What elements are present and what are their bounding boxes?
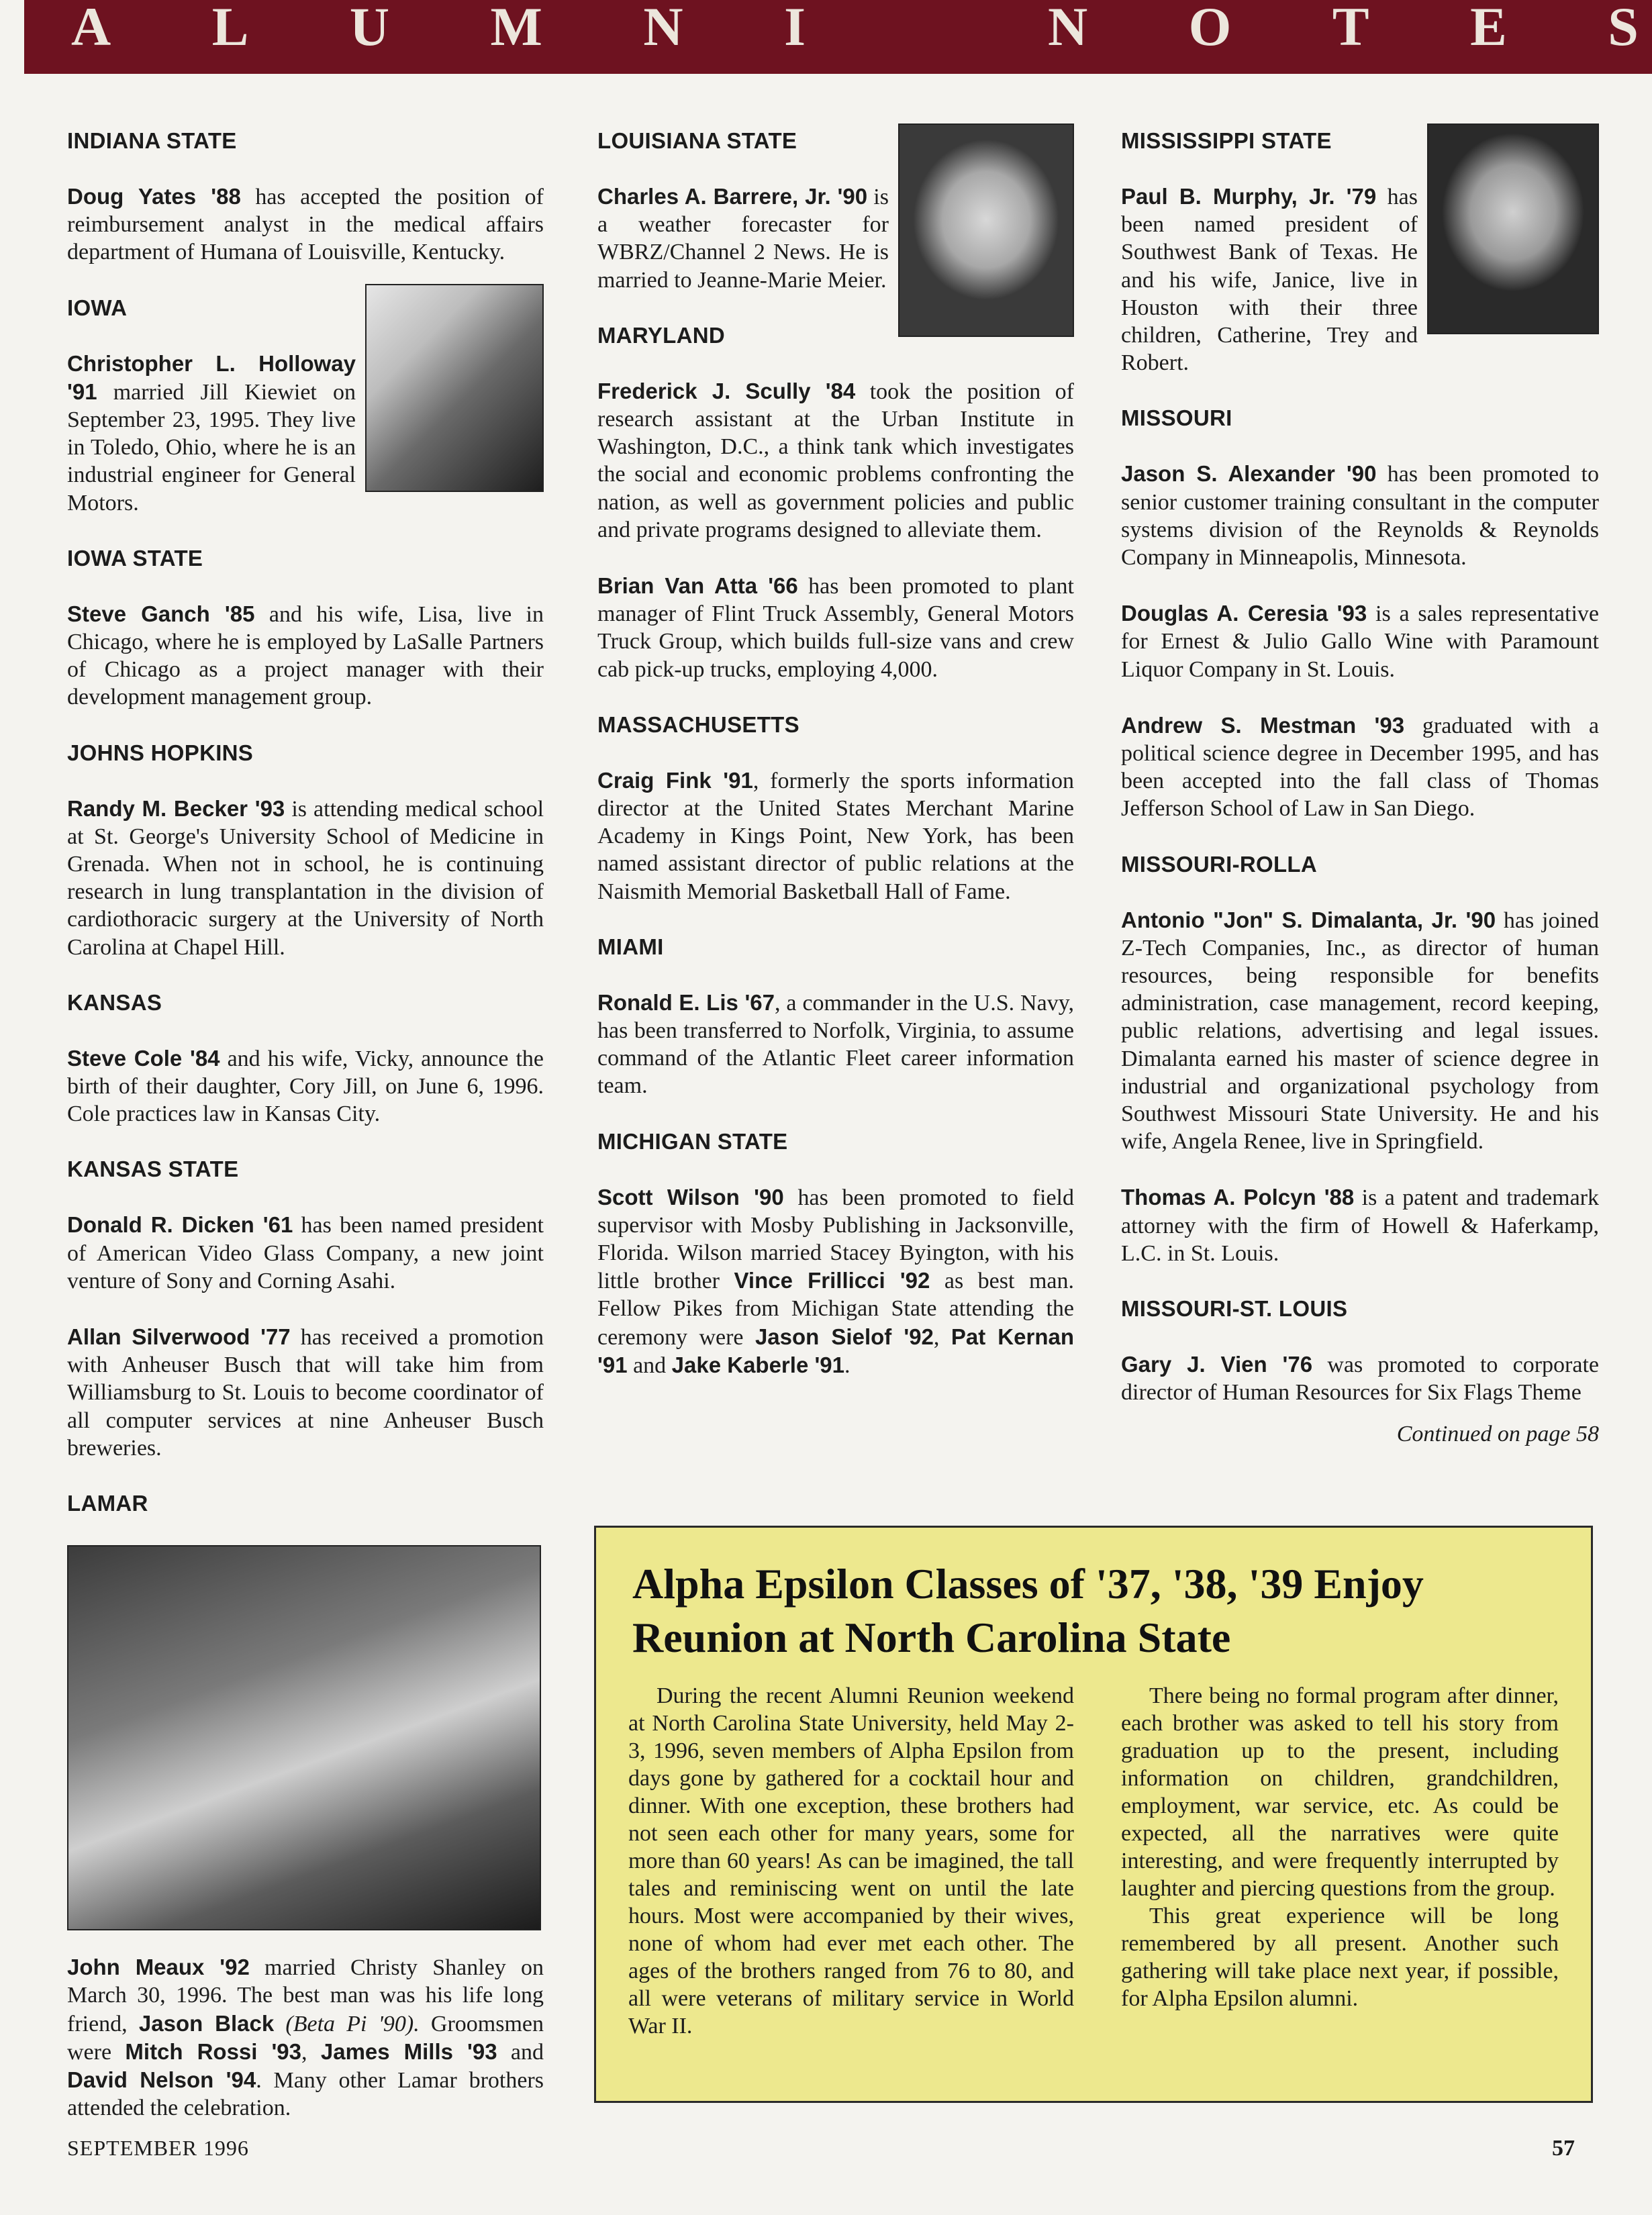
section-heading: MASSACHUSETTS xyxy=(597,711,799,737)
barrere-portrait-photo xyxy=(898,124,1074,337)
section-heading: MISSISSIPPI STATE xyxy=(1121,128,1332,153)
alumni-text: and his wife, Lisa, live in Chicago, where he is employed by LaSalle Partners of Chicago as a project manager with their development management group. xyxy=(67,601,544,710)
section-heading: LAMAR xyxy=(67,1491,148,1516)
section-heading: INDIANA STATE xyxy=(67,128,237,153)
alumni-text: as best man. Fellow Pikes from Michigan State attending the ceremony were xyxy=(597,1269,1074,1350)
alumni-text: has accepted the position of reimbursement analyst in the medical affairs department of Humana of Louisville, Kentucky. xyxy=(67,185,544,265)
alumni-entry xyxy=(597,767,1074,905)
alumni-entry xyxy=(67,1211,544,1295)
section-heading: IOWA STATE xyxy=(67,545,203,571)
alumni-name: Scott Wilson '90 xyxy=(597,1184,784,1210)
alumni-name: James Mills '93 xyxy=(320,2038,497,2064)
alumni-name: Jason S. Alexander '90 xyxy=(1121,461,1377,487)
section-heading: MISSOURI xyxy=(1121,405,1232,431)
alumni-text: and xyxy=(627,1352,672,1378)
alumni-entry xyxy=(67,1323,544,1462)
section-heading: JOHNS HOPKINS xyxy=(67,740,254,765)
alumni-name: Randy M. Becker '93 xyxy=(67,795,285,821)
banner-letter: O xyxy=(1188,0,1232,57)
alumni-text: , formerly the sports information director at the United States Merchant Marine Academy in Kings Point, New York, has been named assistant director of public relations at the Naismith Memorial Basketball Hall of Fame. xyxy=(597,768,1074,904)
section-banner xyxy=(24,0,1652,74)
murphy-portrait-photo xyxy=(1427,124,1599,334)
alumni-name: Steve Ganch '85 xyxy=(67,601,255,626)
alumni-text: married Christy Shanley on March 30, 1996. The best man was his life long friend, xyxy=(67,1955,544,2036)
alumni-entry xyxy=(597,1183,1074,1379)
column-1 xyxy=(67,128,544,2150)
banner-letter: N xyxy=(1047,0,1088,57)
section-heading: MISSOURI-ROLLA xyxy=(1121,851,1318,877)
alumni-name: Pat Kernan '91 xyxy=(597,1324,1075,1377)
section-heading: MISSOURI-ST. LOUIS xyxy=(1121,1296,1348,1322)
alumni-name: Frederick J. Scully '84 xyxy=(597,378,856,403)
banner-letter: T xyxy=(1332,0,1369,57)
alumni-text: has been promoted to field supervisor with Mosby Publishing in Jacksonville, Florida. Wilson married Stacey Byington, with his little brother xyxy=(597,1185,1074,1294)
section-heading: MICHIGAN STATE xyxy=(597,1128,788,1154)
alumni-name: Craig Fink '91 xyxy=(597,767,753,793)
chapter-note: (Beta Pi '90). xyxy=(274,2011,420,2036)
issue-date: SEPTEMBER 1996 xyxy=(67,2136,249,2160)
alumni-text: and his wife, Vicky, announce the birth of their daughter, Cory Jill, on June 6, 1996. Cole practices law in Kansas City. xyxy=(67,1046,544,1127)
alumni-text: is a sales representative for Ernest & Julio Gallo Wine with Paramount Liquor Company in St. Louis. xyxy=(1121,601,1599,682)
alumni-name: David Nelson '94 xyxy=(67,2067,256,2092)
alumni-name: Douglas A. Ceresia '93 xyxy=(1121,601,1367,626)
alumni-entry xyxy=(1121,1350,1599,1406)
banner-letter: A xyxy=(71,0,111,57)
reunion-feature-box xyxy=(594,1526,1593,2103)
alumni-text: and xyxy=(497,2039,544,2065)
alumni-text: was promoted to corporate director of Human Resources for Six Flags Theme xyxy=(1121,1352,1600,1406)
feature-column-left xyxy=(628,1682,1074,2040)
banner-letter: S xyxy=(1608,0,1639,57)
alumni-name: Jason Black xyxy=(138,2010,275,2036)
alumni-name: Andrew S. Mestman '93 xyxy=(1121,712,1405,738)
alumni-text: , xyxy=(301,2039,321,2065)
alumni-name: Gary J. Vien '76 xyxy=(1121,1352,1313,1377)
banner-letter: N xyxy=(643,0,683,57)
alumni-text: has received a promotion with Anheuser Busch that will take him from Williamsburg to St. Louis to become coordinator of all computer services at nine Anheuser Busch breweries. xyxy=(67,1325,544,1461)
alumni-entry xyxy=(67,795,544,961)
alumni-entry xyxy=(1121,1183,1599,1267)
alumni-text: , xyxy=(933,1324,951,1350)
alumni-name: Thomas A. Polcyn '88 xyxy=(1121,1185,1355,1210)
alumni-name: Allan Silverwood '77 xyxy=(67,1324,291,1350)
banner-title xyxy=(71,0,1639,57)
feature-paragraph: There being no formal program after dinner, each brother was asked to tell his story from graduation up to the present, including information on children, grandchildren, employment, war service, etc. As could be expected, all the narratives were quite interesting, and were frequently interrupted by laughter and piercing questions from the group. xyxy=(1121,1683,1559,1901)
page-number: 57 xyxy=(1552,2136,1575,2161)
alumni-name: Doug Yates '88 xyxy=(67,184,241,209)
alumni-name: Vince Frillicci '92 xyxy=(734,1268,930,1293)
alumni-name: Mitch Rossi '93 xyxy=(125,2038,302,2064)
alumni-name: Charles A. Barrere, Jr. '90 xyxy=(597,184,868,209)
alumni-text: is attending medical school at St. George's University School of Medicine in Grenada. When not in school, he is continuing research in lung transplantation in the division of cardiothoracic surgery at the University of North Carolina at Chapel Hill. xyxy=(67,796,544,960)
banner-letter: E xyxy=(1470,0,1507,57)
feature-paragraph: This great experience will be long remembered by all present. Another such gathering will take place next year, if possible, for Alpha Epsilon alumni. xyxy=(1121,1904,1559,2011)
alumni-text: is a weather forecaster for WBRZ/Channel 2 News. He is married to Jeanne-Marie Meier. xyxy=(597,185,889,293)
continued-note: Continued on page 58 xyxy=(1396,1421,1599,1446)
alumni-entry xyxy=(67,183,544,266)
alumni-text: has been promoted to senior customer training consultant in the computer systems division of the Reynolds & Reynolds Company in Minneapolis, Minnesota. xyxy=(1121,462,1599,571)
alumni-name: Donald R. Dicken '61 xyxy=(67,1212,293,1238)
alumni-name: Christopher L. Holloway '91 xyxy=(67,350,356,404)
alumni-entry xyxy=(67,1044,544,1128)
banner-letter: U xyxy=(349,0,390,57)
alumni-name: Jake Kaberle '91 xyxy=(671,1352,845,1377)
alumni-entry xyxy=(67,1953,544,2122)
section-heading: MIAMI xyxy=(597,934,664,959)
section-heading: IOWA xyxy=(67,295,128,320)
banner-letter: I xyxy=(784,0,806,57)
alumni-entry xyxy=(1121,906,1599,1156)
alumni-text: has been named president of Southwest Bank of Texas. He and his wife, Janice, live in Houston with their three children, Catherine, Trey and Robert. xyxy=(1121,185,1418,376)
alumni-name: Brian Van Atta '66 xyxy=(597,573,798,599)
lamar-wedding-photo xyxy=(67,1545,541,1930)
alumni-name: Steve Cole '84 xyxy=(67,1045,220,1071)
alumni-name: Antonio "Jon" S. Dimalanta, Jr. '90 xyxy=(1121,907,1496,932)
banner-letter: L xyxy=(211,0,249,57)
alumni-entry xyxy=(1121,599,1599,683)
alumni-text: graduated with a political science degree in December 1995, and has been accepted into the fall class of Thomas Jefferson School of Law in San Diego. xyxy=(1121,713,1599,822)
column-2 xyxy=(597,128,1074,1408)
section-heading: KANSAS STATE xyxy=(67,1156,239,1182)
alumni-entry xyxy=(1121,460,1599,571)
alumni-name: John Meaux '92 xyxy=(67,1955,250,1980)
column-3 xyxy=(1121,128,1599,1448)
alumni-text: is a patent and trademark attorney with the firm of Howell & Haferkamp, L.C. in St. Louis. xyxy=(1121,1185,1600,1266)
alumni-text: , a commander in the U.S. Navy, has been transferred to Norfolk, Virginia, to assume command of the Atlantic Fleet career information team. xyxy=(597,990,1074,1099)
alumni-entry xyxy=(67,600,544,711)
alumni-entry xyxy=(597,377,1074,544)
alumni-text: Groomsmen were xyxy=(67,2011,544,2065)
alumni-name: Paul B. Murphy, Jr. '79 xyxy=(1121,184,1377,209)
section-heading: MARYLAND xyxy=(597,322,725,348)
banner-letter: M xyxy=(490,0,542,57)
section-heading: KANSAS xyxy=(67,989,162,1015)
alumni-entry xyxy=(597,572,1074,683)
feature-column-right xyxy=(1121,1682,1559,2012)
alumni-text: . xyxy=(844,1352,851,1378)
alumni-text: married Jill Kiewiet on September 23, 1995. They live in Toledo, Ohio, where he is an industrial engineer for General Motors. xyxy=(67,379,356,515)
feature-paragraph: During the recent Alumni Reunion weekend at North Carolina State University, held May 2-3, 1996, seven members of Alpha Epsilon from days gone by gathered for a cocktail hour and dinner. With one exception, these brothers had not seen each other for many years, some for more than 60 years! As can be imagined, the tall tales and reminiscing went on until the late hours. Most were accompanied by their wives, none of whom had ever met each other. The ages of the brothers ranged from 76 to 80, and all were veterans of military service in World War II. xyxy=(628,1683,1074,2038)
holloway-couple-photo xyxy=(365,284,544,492)
feature-title: Alpha Epsilon Classes of '37, '38, '39 Enjoy Reunion at North Carolina State xyxy=(632,1560,1424,1661)
alumni-entry xyxy=(1121,711,1599,823)
alumni-entry xyxy=(597,989,1074,1100)
alumni-text: . Many other Lamar brothers attended the celebration. xyxy=(67,2067,544,2121)
section-heading: LOUISIANA STATE xyxy=(597,128,797,153)
alumni-text: has been promoted to plant manager of Flint Truck Assembly, General Motors Truck Group, which builds full-size vans and crew cab pick-up trucks, employing 4,000. xyxy=(597,574,1074,682)
alumni-text: took the position of research assistant at the Urban Institute in Washington, D.C., a think tank which investigates the social and economic problems confronting the nation, as well as government policies and public and private programs designed to alleviate them. xyxy=(597,379,1074,542)
alumni-text: has joined Z-Tech Companies, Inc., as director of human resources, being responsible for benefits administration, case management, record keeping, public relations, advertising and legal issues. Dimalanta earned his master of science degree in industrial and organizational psychology from Southwest Missouri State University. He and his wife, Angela Renee, live in Springfield. xyxy=(1121,907,1599,1154)
alumni-text: has been named president of American Video Glass Company, a new joint venture of Sony and Corning Asahi. xyxy=(67,1213,544,1293)
alumni-name: Ronald E. Lis '67 xyxy=(597,989,775,1015)
alumni-name: Jason Sielof '92 xyxy=(755,1324,934,1349)
